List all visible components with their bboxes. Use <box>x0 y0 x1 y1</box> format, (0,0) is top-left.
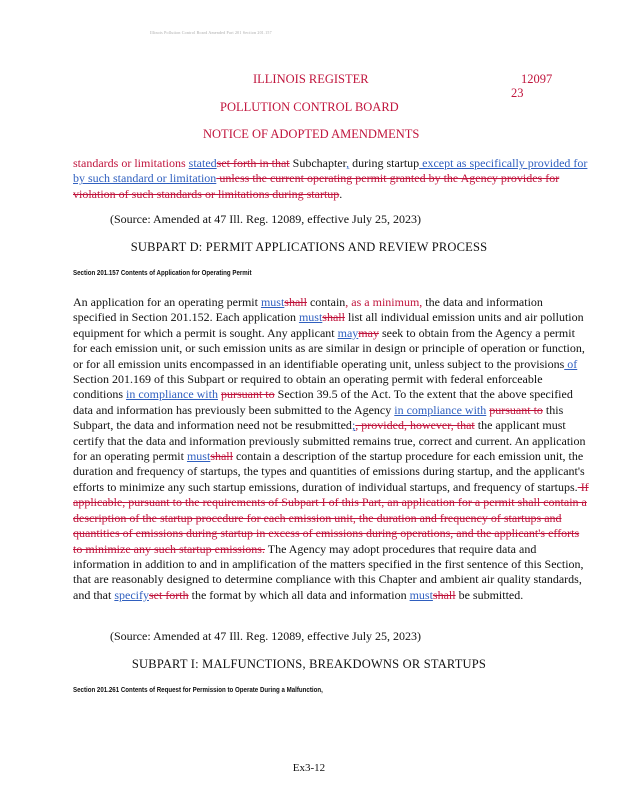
section-201-261-heading: Section 201.261 Contents of Request for Permission to Operate During a Malfunction, <box>73 685 323 694</box>
paragraph-section-201-157: An application for an operating permit mustshall contain, as a minimum, the data and information specified in Section 201.152. Each application mustshall list all individual emission units and air pollution equipment for which a permit is sought. Any applicant maymay seek to obtain from the Agency a permit for each emission unit, or such emission units as are similar in design or principle of operation or function, or for all emission units encompassed in an identifiable operating unit, unless subject to the provisions of Section 201.169 of this Subpart or required to obtain an operating permit with federal enforceable conditions in compliance with pursuant to Section 39.5 of the Act. To the extent that the above specified data and information has previously been submitted to the Agency in compliance with pursuant to this Subpart, the data and information need not be resubmitted;, provided, however, that the applicant must certify that the data and information previously submitted remains true, correct and current. An application for an operating permit mustshall contain a description of the startup procedure for each emission unit, the duration and frequency of startups, the types and quantities of emissions during startup, and the applicant's efforts to minimize any such startup emissions, duration of individual startups, and frequency of startups. If applicable, pursuant to the requirements of Subpart I of this Part, an application for a permit shall contain a description of the startup procedure for each emission unit, the duration and frequency of startups and quantities of emissions during startup in excess of emissions during operations, and the applicant's efforts to minimize any such startup emissions. The Agency may adopt procedures that require data and information in addition to and in amplification of the matters specified in the first sentence of this Section, that are reasonably designed to determine compliance with this Chapter and ambient air quality standards, and that specifyset forth the format by which all data and information mustshall be submitted. <box>73 295 589 602</box>
notice-title: NOTICE OF ADOPTED AMENDMENTS <box>203 127 420 141</box>
register-issue-number: 23 <box>511 86 524 100</box>
source-note-2: (Source: Amended at 47 Ill. Reg. 12089, effective July 25, 2023) <box>110 629 422 643</box>
source-note-1: (Source: Amended at 47 Ill. Reg. 12089, effective July 25, 2023) <box>110 212 422 226</box>
subpart-d-heading: SUBPART D: PERMIT APPLICATIONS AND REVIEW PROCESS <box>130 240 488 254</box>
subpart-i-heading: SUBPART I: MALFUNCTIONS, BREAKDOWNS OR STARTUPS <box>131 657 487 671</box>
paragraph-startup-standards: standards or limitations statedset forth in that Subchapter, during startup except as specifically provided for by such standard or limitation unless the current operating permit granted by the Agency provides for violation of such standards or limitations during startup. <box>73 156 588 201</box>
register-page-number: 12097 <box>521 72 553 86</box>
page-footer-exhibit-number: Ex3-12 <box>292 762 326 774</box>
section-201-157-heading: Section 201.157 Contents of Application for Operating Permit <box>73 268 252 277</box>
faint-header-line: Illinois Pollution Control Board Amended Part 201 Section 201.157 <box>150 30 272 35</box>
register-title: ILLINOIS REGISTER <box>253 72 369 86</box>
agency-name: POLLUTION CONTROL BOARD <box>220 100 399 114</box>
